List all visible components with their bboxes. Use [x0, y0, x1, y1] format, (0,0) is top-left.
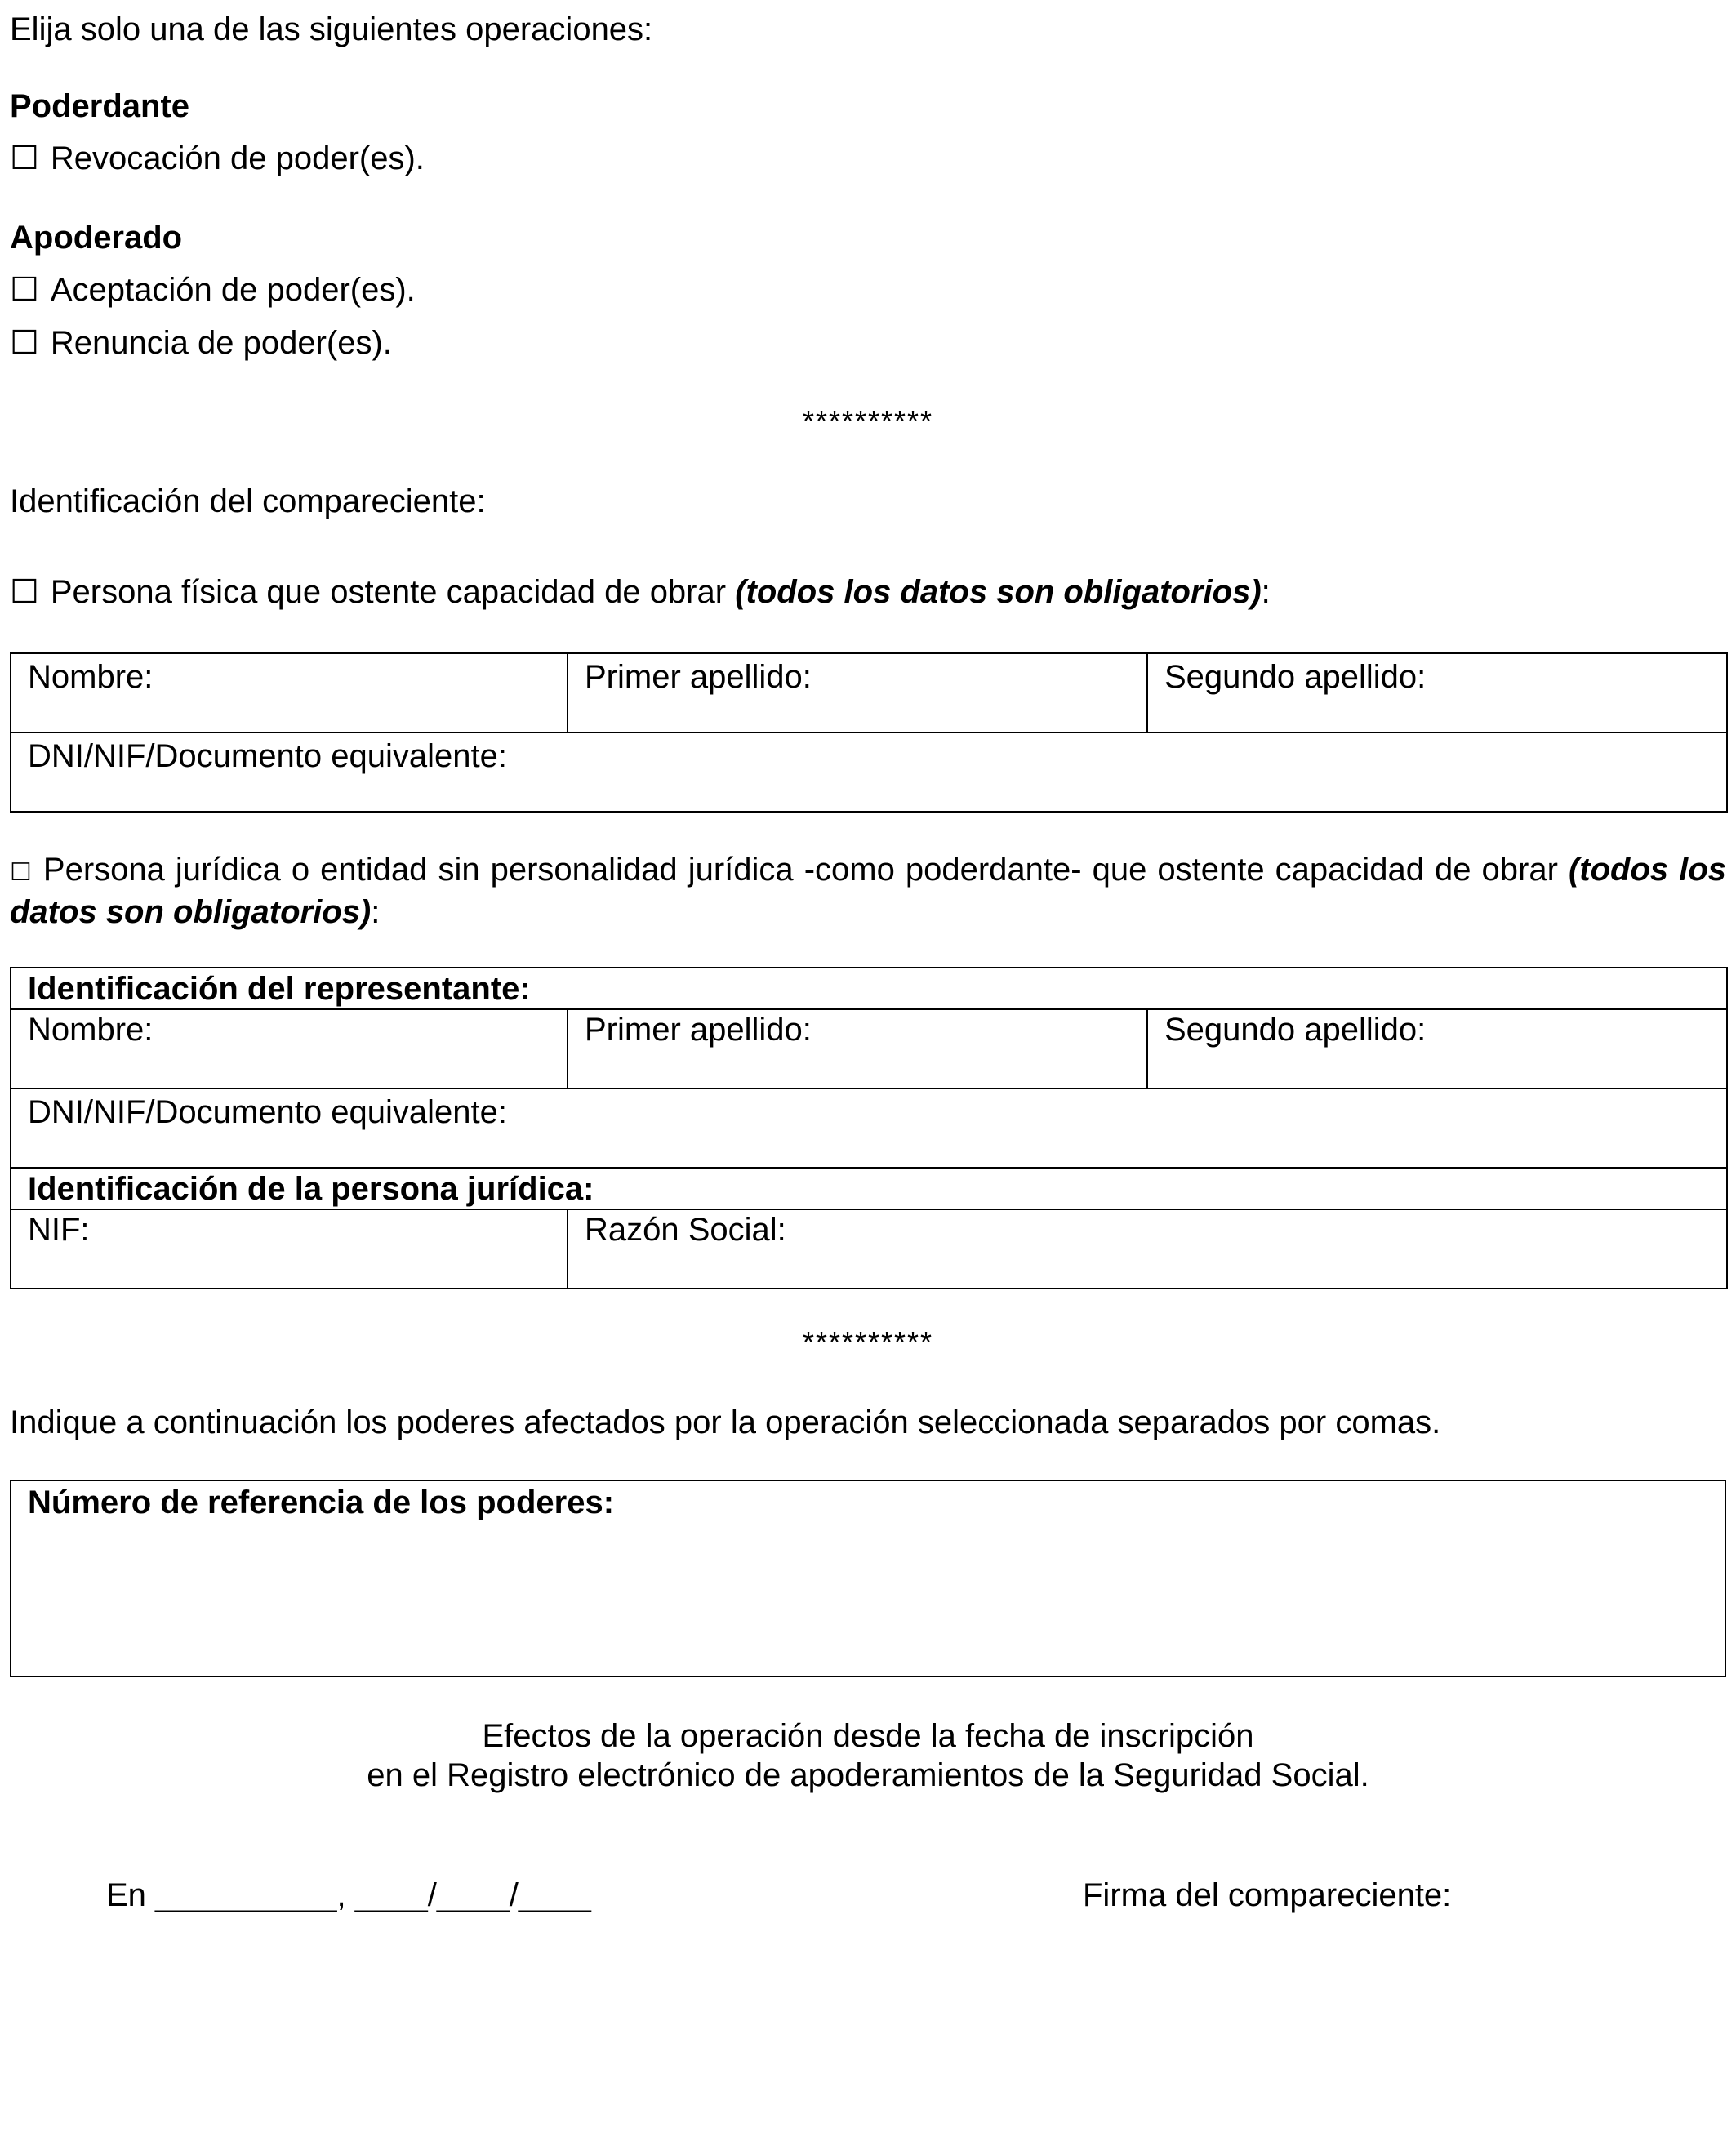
- option-revocacion[interactable]: [10, 139, 425, 178]
- efectos-line-1: Efectos de la operación desde la fecha de inscripción: [482, 1718, 1254, 1754]
- firma-label: Firma del compareciente:: [1083, 1877, 1452, 1913]
- checkbox-icon[interactable]: ☐: [10, 140, 39, 176]
- apoderado-heading: Apoderado: [10, 220, 183, 256]
- primer-apellido-field[interactable]: Primer apellido:: [568, 653, 1147, 732]
- representante-documento-field[interactable]: DNI/NIF/Documento equivalente:: [11, 1089, 1727, 1168]
- persona-juridica-table: [10, 967, 1728, 1289]
- obligatorios-note: (todos los datos son obligatorios): [10, 852, 1726, 930]
- efectos-line-2: en el Registro electrónico de apoderamientos de la Seguridad Social.: [367, 1757, 1369, 1793]
- documento-field[interactable]: DNI/NIF/Documento equivalente:: [11, 732, 1727, 812]
- identificacion-label: Identificación del compareciente:: [10, 483, 486, 519]
- option-renuncia[interactable]: [10, 323, 392, 363]
- option-label: Persona jurídica o entidad sin personalidad jurídica -como poderdante- que ostente capacidad de obrar: [42, 852, 1558, 888]
- separator: **********: [802, 1325, 934, 1359]
- razon-social-field[interactable]: Razón Social:: [568, 1209, 1727, 1289]
- option-label: Revocación de poder(es).: [50, 140, 425, 176]
- poderes-table: [10, 1480, 1726, 1677]
- option-label: Renuncia de poder(es).: [50, 325, 392, 361]
- entidad-heading: Identificación de la persona jurídica:: [11, 1168, 1727, 1209]
- representante-primer-apellido-field[interactable]: Primer apellido:: [568, 1009, 1147, 1089]
- option-persona-juridica[interactable]: [10, 850, 1726, 932]
- option-persona-fisica[interactable]: [10, 572, 1271, 612]
- referencia-poderes-field[interactable]: Número de referencia de los poderes:: [11, 1480, 1725, 1676]
- colon: :: [371, 894, 381, 930]
- poderes-instruction: Indique a continuación los poderes afectados por la operación seleccionada separados por comas.: [10, 1405, 1441, 1440]
- intro-text: Elija solo una de las siguientes operaciones:: [10, 11, 653, 47]
- lugar-fecha-line[interactable]: En __________, ____/____/____: [106, 1877, 591, 1913]
- checkbox-icon[interactable]: ☐: [10, 574, 39, 610]
- representante-heading: Identificación del representante:: [11, 968, 1727, 1009]
- nombre-field[interactable]: Nombre:: [11, 653, 568, 732]
- nif-field[interactable]: NIF:: [11, 1209, 568, 1289]
- option-aceptacion[interactable]: [10, 270, 416, 309]
- option-label: Aceptación de poder(es).: [50, 272, 416, 308]
- persona-fisica-table: [10, 652, 1728, 813]
- poderdante-heading: Poderdante: [10, 88, 190, 124]
- obligatorios-note: (todos los datos son obligatorios): [735, 574, 1262, 610]
- option-label: Persona física que ostente capacidad de obrar: [50, 574, 727, 610]
- checkbox-icon[interactable]: ☐: [10, 859, 32, 886]
- checkbox-icon[interactable]: ☐: [10, 325, 39, 361]
- segundo-apellido-field[interactable]: Segundo apellido:: [1147, 653, 1727, 732]
- checkbox-icon[interactable]: ☐: [10, 272, 39, 308]
- representante-nombre-field[interactable]: Nombre:: [11, 1009, 568, 1089]
- representante-segundo-apellido-field[interactable]: Segundo apellido:: [1147, 1009, 1727, 1089]
- separator: **********: [802, 404, 934, 438]
- colon: :: [1261, 574, 1271, 610]
